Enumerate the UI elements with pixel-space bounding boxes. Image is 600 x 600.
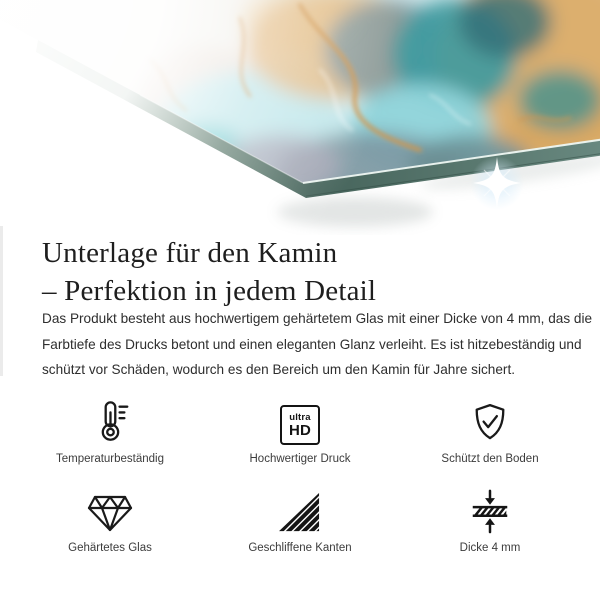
shield-check-icon [468, 399, 512, 445]
feature-label: Gehärtetes Glas [68, 542, 152, 554]
feature-thickness [395, 488, 585, 555]
ultra-hd-text-bottom: HD [288, 421, 312, 439]
diamond-icon [86, 488, 134, 534]
ultra-hd-text-top: ultra [289, 411, 311, 423]
title-line-2: – Perfektion in jedem Detail [42, 275, 377, 307]
description-line: schützt vor Schäden, wodurch es den Bereich um den Kamin für Jahre sichert. [42, 362, 516, 378]
product-description [42, 306, 592, 383]
polished-edges-icon [277, 488, 323, 534]
feature-label: Temperaturbeständig [55, 453, 165, 465]
title-line-1: Unterlage für den Kamin [42, 237, 338, 269]
feature-tempered-glass [15, 488, 205, 555]
thickness-icon [466, 488, 514, 534]
product-photo [0, 0, 600, 235]
feature-label: Geschliffene Kanten [248, 542, 352, 554]
ultra-hd-icon [280, 399, 320, 445]
thermometer-icon [87, 399, 133, 445]
feature-print-quality [205, 399, 395, 466]
description-line: Farbtiefe des Drucks betont und einen eleganten Glanz verleiht. Es ist hitzebeständig und [42, 336, 582, 352]
page-title [42, 234, 376, 310]
feature-label: Dicke 4 mm [459, 542, 521, 554]
feature-floor-protection [395, 399, 585, 466]
sparkle-icon [470, 156, 524, 210]
description-line: Das Produkt besteht aus hochwertigem gehärtetem Glas mit einer Dicke von 4 mm, das die [42, 311, 593, 326]
feature-grid [15, 399, 585, 555]
feature-label: Schützt den Boden [441, 453, 539, 465]
left-edge-artifact [0, 226, 3, 376]
feature-polished-edges [205, 488, 395, 555]
glass-panel-art [0, 0, 600, 235]
feature-label: Hochwertiger Druck [249, 453, 351, 465]
feature-temperature [15, 399, 205, 466]
